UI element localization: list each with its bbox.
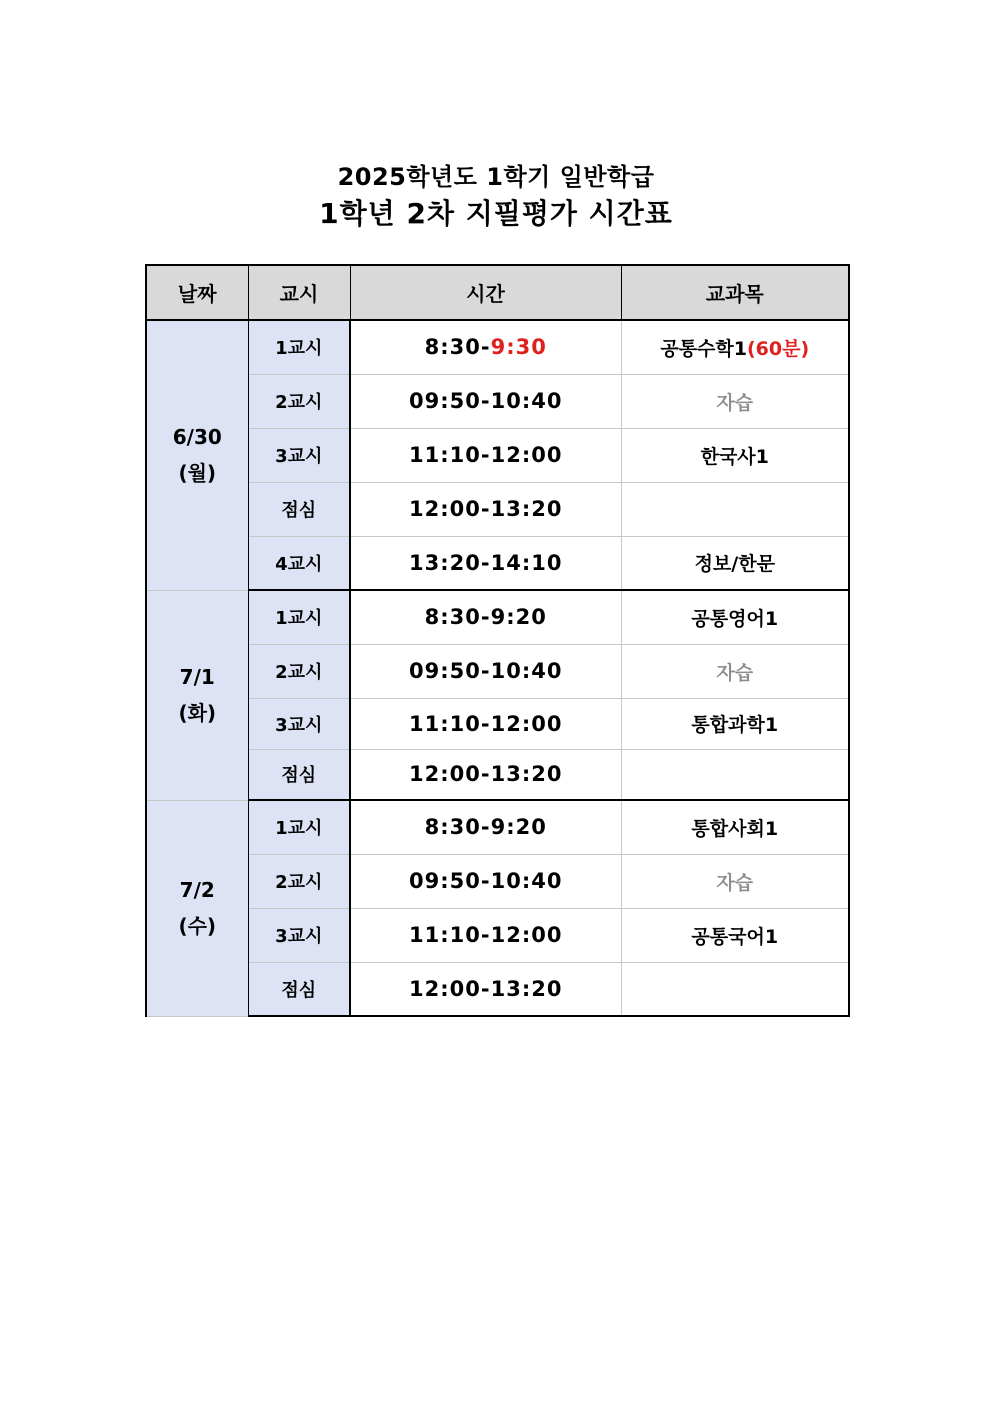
- weekday-label: (수): [178, 914, 217, 938]
- subject-cell: 한국사1: [621, 428, 849, 482]
- time-cell: 12:00-13:20: [350, 962, 621, 1016]
- time-cell: 12:00-13:20: [350, 749, 621, 800]
- time-cell: [350, 320, 621, 374]
- period-cell: 2교시: [248, 854, 350, 908]
- table-header-row: [146, 265, 849, 320]
- time-cell: 09:50-10:40: [350, 854, 621, 908]
- time-end-highlight: 9:30: [490, 335, 547, 360]
- document-title: [0, 160, 992, 234]
- date-label: 7/1: [179, 665, 215, 689]
- subject-cell: 정보/한문: [621, 536, 849, 590]
- header-time: 시간: [350, 265, 621, 320]
- subject-name: 공통수학1: [660, 337, 747, 360]
- time-cell: 8:30-9:20: [350, 800, 621, 854]
- period-cell: 3교시: [248, 698, 350, 749]
- subject-cell: 통합사회1: [621, 800, 849, 854]
- period-cell: 2교시: [248, 374, 350, 428]
- date-cell: [146, 320, 248, 590]
- period-cell: 3교시: [248, 428, 350, 482]
- date-cell: [146, 590, 248, 800]
- table-row: [146, 428, 849, 482]
- time-cell: 09:50-10:40: [350, 374, 621, 428]
- header-date: 날짜: [146, 265, 248, 320]
- period-cell: 점심: [248, 962, 350, 1016]
- time-cell: 11:10-12:00: [350, 908, 621, 962]
- subject-cell: 자습: [621, 644, 849, 698]
- weekday-label: (화): [178, 701, 217, 725]
- time-cell: 8:30-9:20: [350, 590, 621, 644]
- time-cell: 11:10-12:00: [350, 698, 621, 749]
- time-start: 8:30-: [424, 335, 491, 360]
- time-cell: 12:00-13:20: [350, 482, 621, 536]
- period-cell: 1교시: [248, 590, 350, 644]
- exam-schedule-table: [145, 264, 850, 1017]
- header-subject: 교과목: [621, 265, 849, 320]
- table-row: [146, 854, 849, 908]
- header-period: 교시: [248, 265, 350, 320]
- table-row: [146, 908, 849, 962]
- table-row: [146, 644, 849, 698]
- period-cell: 점심: [248, 482, 350, 536]
- table-row: [146, 962, 849, 1016]
- time-cell: 11:10-12:00: [350, 428, 621, 482]
- time-cell: 09:50-10:40: [350, 644, 621, 698]
- period-cell: 1교시: [248, 320, 350, 374]
- period-cell: 2교시: [248, 644, 350, 698]
- title-exam-schedule: 1학년 2차 지필평가 시간표: [319, 197, 673, 230]
- table-row: [146, 590, 849, 644]
- subject-cell: 통합과학1: [621, 698, 849, 749]
- table-row: [146, 482, 849, 536]
- table-row: [146, 320, 849, 374]
- table-row: [146, 536, 849, 590]
- subject-cell: [621, 482, 849, 536]
- subject-cell: [621, 962, 849, 1016]
- subject-cell: 자습: [621, 854, 849, 908]
- table-row: [146, 800, 849, 854]
- date-label: 6/30: [172, 425, 222, 450]
- title-school-term: 2025학년도 1학기 일반학급: [337, 163, 655, 191]
- subject-cell: 자습: [621, 374, 849, 428]
- subject-cell: 공통국어1: [621, 908, 849, 962]
- period-cell: 3교시: [248, 908, 350, 962]
- table-row: [146, 374, 849, 428]
- subject-cell: 공통영어1: [621, 590, 849, 644]
- period-cell: 점심: [248, 749, 350, 800]
- date-cell: [146, 800, 248, 1016]
- subject-cell: [621, 749, 849, 800]
- time-cell: 13:20-14:10: [350, 536, 621, 590]
- subject-cell: [621, 320, 849, 374]
- period-cell: 4교시: [248, 536, 350, 590]
- table-row: [146, 698, 849, 749]
- weekday-label: (월): [178, 461, 217, 486]
- period-cell: 1교시: [248, 800, 350, 854]
- date-label: 7/2: [179, 878, 215, 902]
- subject-duration-note: (60분): [746, 337, 810, 360]
- table-row: [146, 749, 849, 800]
